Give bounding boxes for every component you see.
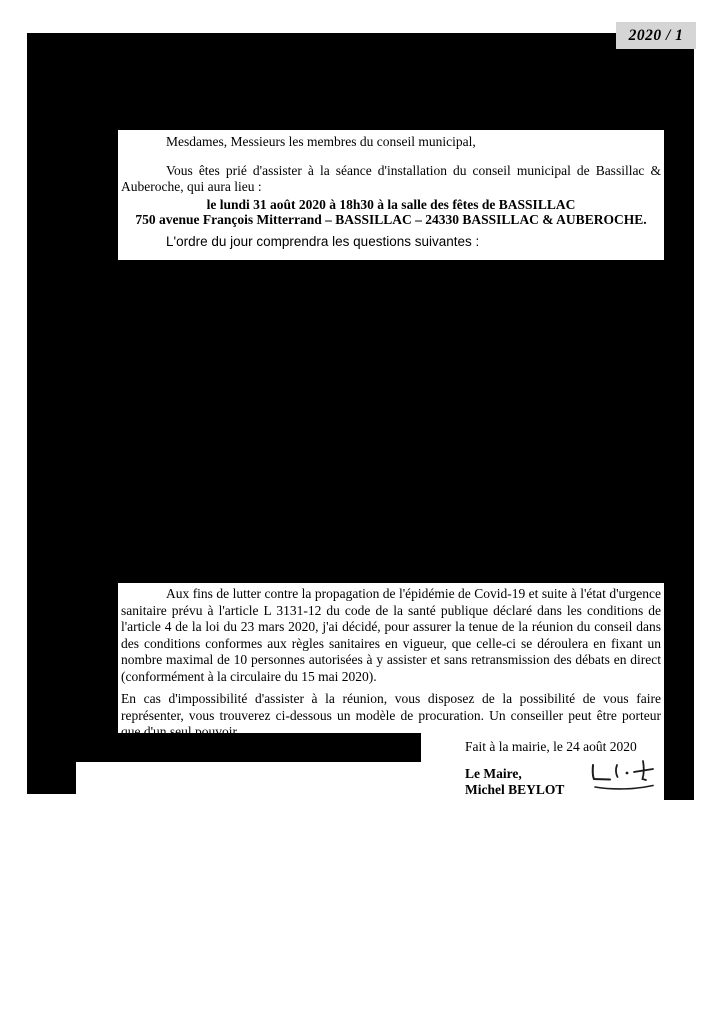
agenda-intro: L'ordre du jour comprendra les questions suivantes :	[166, 234, 480, 249]
meeting-address-line: 750 avenue François Mitterrand – BASSILLAC – 24330 BASSILLAC & AUBEROCHE.	[135, 212, 647, 227]
signer-title: Le Maire,	[465, 766, 522, 781]
letter-invitation-section	[118, 130, 664, 260]
meeting-date-line: le lundi 31 août 2020 à 18h30 à la salle des fêtes de BASSILLAC	[206, 197, 576, 212]
redaction-block-header	[27, 33, 694, 130]
intro-paragraph: Vous êtes prié d'assister à la séance d'installation du conseil municipal de Bassillac & Auberoche, qui aura lieu :	[121, 163, 661, 194]
signer-name: Michel BEYLOT	[465, 782, 565, 797]
covid-paragraph: Aux fins de lutter contre la propagation de l'épidémie de Covid-19 et suite à l'état d'urgence sanitaire prévu à l'article L 3131-12 du code de la santé publique déclaré dans les conditions de l'article 4 de la loi du 23 mars 2020, j'ai décidé, pour assurer la tenue de la réunion du conseil dans des conditions conformes aux règles sanitaires en vigueur, que celle-ci se déroulera en fixant un nombre maximal de 10 personnes autorisées à y assister et sans retransmission des débats en direct (conformément à la circulaire du 15 mai 2020).	[121, 586, 661, 684]
proxy-paragraph: En cas d'impossibilité d'assister à la réunion, vous disposez de la possibilité de vous faire représenter, vous trouverez ci-dessous un modèle de procuration. Un conseiller peut être porteur que d'un seul pouvoir.	[121, 691, 661, 739]
redaction-block-bottom-left	[27, 733, 76, 794]
reference-number-box	[616, 22, 696, 49]
salutation: Mesdames, Messieurs les membres du conseil municipal,	[166, 134, 476, 149]
redaction-block-bottom-right	[664, 733, 694, 800]
covid-measures-section	[118, 583, 664, 739]
handwritten-signature-icon	[585, 756, 663, 796]
meeting-details	[121, 197, 661, 227]
place-date-line: Fait à la mairie, le 24 août 2020	[465, 739, 637, 754]
reference-number: 2020 / 1	[628, 26, 684, 44]
